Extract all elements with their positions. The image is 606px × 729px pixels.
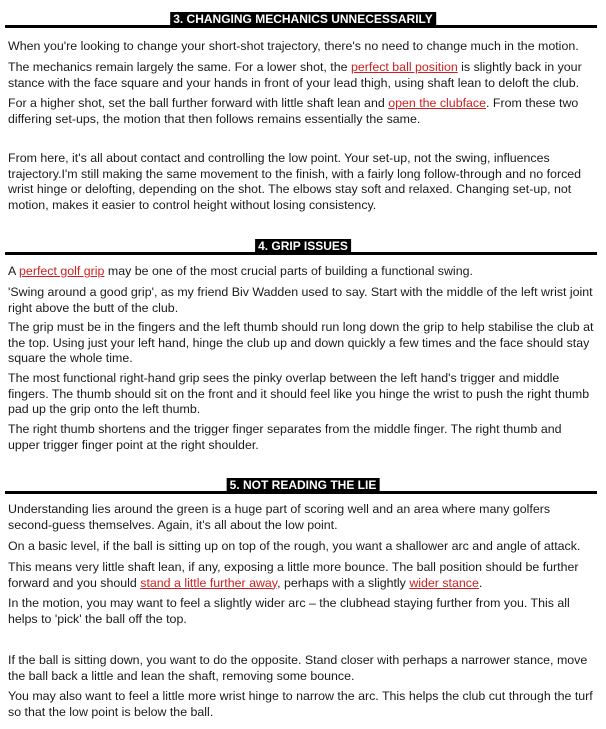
paragraph bbox=[8, 96, 594, 127]
section-heading: 3. CHANGING MECHANICS UNNECESSARILY bbox=[170, 12, 436, 27]
text: A bbox=[8, 264, 20, 278]
paragraph: 'Swing around a good grip', as my friend Biv Wadden used to say. Start with the middle of the left wrist joint right above the butt of the club. bbox=[8, 285, 593, 315]
paragraph bbox=[8, 60, 594, 91]
text: is slightly back in your stance with the face square and your hands in front of your lead thigh, using shaft lean to deloft the club. bbox=[8, 60, 582, 90]
paragraph: You may also want to feel a little more wrist hinge to narrow the arc. This helps the club cut through the turf so that the low point is below the ball. bbox=[8, 689, 593, 719]
paragraph: Understanding lies around the green is a huge part of scoring well and an area where many golfers second-guess themselves. Again, it's all about the low point. bbox=[8, 502, 551, 532]
text: may be one of the most crucial parts of building a functional swing. bbox=[104, 264, 473, 278]
section-heading: 4. GRIP ISSUES bbox=[255, 239, 351, 254]
paragraph: The right thumb shortens and the trigger finger separates from the middle finger. The right thumb and upper trigger finger point at the right shoulder. bbox=[8, 422, 562, 452]
paragraph: If the ball is sitting down, you want to do the opposite. Stand closer with perhaps a narrower stance, move the ball back a little and lean the shaft, removing some bounce. bbox=[8, 653, 588, 683]
link-open-the-clubface[interactable]: open the clubface bbox=[388, 96, 487, 110]
section-heading: 5. NOT READING THE LIE bbox=[227, 478, 380, 493]
link-perfect-ball-position[interactable]: perfect ball position bbox=[350, 60, 458, 74]
paragraph: The most functional right-hand grip sees the pinky overlap between the left hand's trigger and middle fingers. The thumb should sit on the front and it should feel like you hinge the wrist to push the right thumb pad up the grip onto the left thumb. bbox=[8, 371, 590, 416]
paragraph: When you're looking to change your short-shot trajectory, there's no need to change much in the motion. bbox=[8, 39, 579, 53]
paragraph: From here, it's all about contact and controlling the low point. Your set-up, not the swing, influences trajectory.I'm still making the same movement to the finish, with a fairly long follow-through and no forced wrist hinge or delofting, depending on the shot. The elbows stay soft and relaxed. Changing set-up, not motion, makes it easier to control height without losing consistency. bbox=[8, 151, 582, 212]
text: . bbox=[478, 575, 483, 590]
paragraph: The grip must be in the fingers and the left thumb should run long down the grip to help stabilise the club at the top. Using just your left hand, hinge the club up and down quickly a few times and the face should stay square the whole time. bbox=[8, 320, 594, 365]
text: For a higher shot, set the ball further forward with little shaft lean and bbox=[8, 96, 389, 110]
text: This means very little shaft lean, if any, exposing a little more bounce. The ball position should be further forward and you should bbox=[8, 560, 579, 590]
text: The mechanics remain largely the same. For a lower shot, the bbox=[8, 60, 351, 74]
link-wider-stance[interactable]: wider stance bbox=[409, 575, 479, 590]
paragraph: In the motion, you may want to feel a slightly wider arc – the clubhead staying further from you. This all helps to 'pick' the ball off the top. bbox=[8, 596, 570, 626]
paragraph: On a basic level, if the ball is sitting up on top of the rough, you want a shallower arc and angle of attack. bbox=[8, 539, 581, 553]
paragraph bbox=[8, 560, 594, 591]
text: . From these two differing set-ups, the motion that then follows remains essentially the same. bbox=[8, 96, 579, 126]
paragraph bbox=[8, 264, 594, 280]
link-perfect-golf-grip[interactable]: perfect golf grip bbox=[19, 264, 105, 278]
text: , perhaps with a slightly bbox=[277, 575, 410, 590]
link-stand-a-little-further-away[interactable]: stand a little further away bbox=[140, 575, 278, 590]
